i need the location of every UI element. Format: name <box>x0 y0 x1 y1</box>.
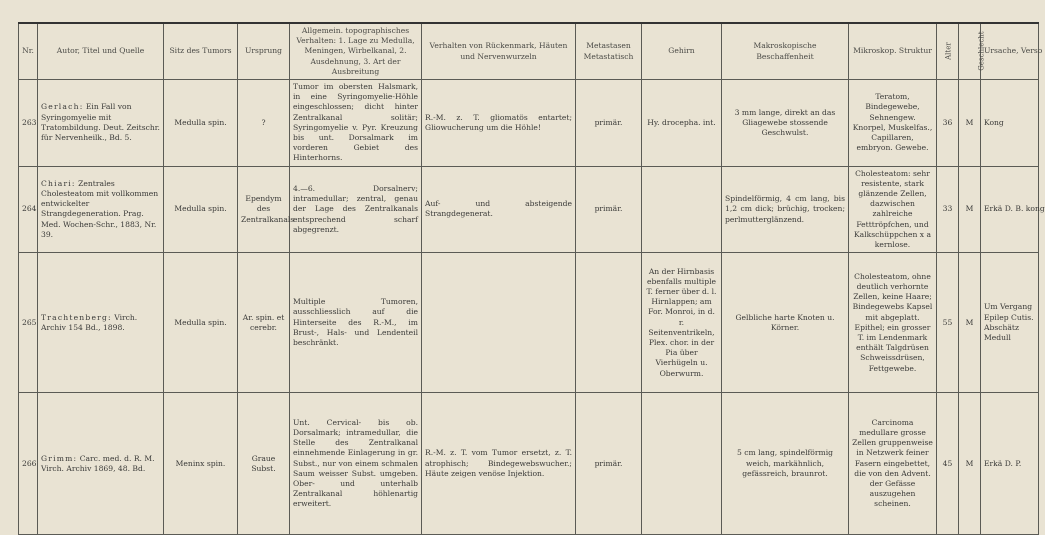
cell-makro: 3 mm lange, direkt an das Gliagewebe stossende Geschwulst. <box>722 80 849 167</box>
table-row <box>19 393 1039 535</box>
cell-ursprung: Graue Subst. <box>238 393 290 535</box>
cell-nr: 264 <box>19 166 38 253</box>
author-name: Chiari: <box>41 178 76 188</box>
cell-alter: 55 <box>937 253 959 393</box>
cell-mikro: Cholesteatom, ohne deutlich verhornte Zellen, keine Haare; Bindegewebs Kapsel mit abgeplatt. Epithel; ein grosser T. im Lendenmark enthält Talgdrüsen Schweissdrüsen, Fettgewebe. <box>849 253 937 393</box>
cell-makro: 5 cm lang, spindelförmig weich, markähnlich, gefässreich, braunrot. <box>722 393 849 535</box>
author-name: Gerlach: <box>41 102 84 112</box>
cell-autor <box>38 253 164 393</box>
cell-ursprung: Ependym des Zentralkanals <box>238 166 290 253</box>
cell-geschlecht: M <box>959 253 981 393</box>
cell-makro: Spindelförmig, 4 cm lang, bis 1,2 cm dick; brüchig, trocken; perlmutterglänzend. <box>722 166 849 253</box>
cell-allgemein: Unt. Cervical- bis ob. Dorsalmark; intramedullar, die Stelle des Zentralkanal einnehmende Einlagerung in gr. Subst., nur von einem schmalen Saum weisser Subst. umgeben. Ober- und unterhalb Zentralkanal höhlenartig erweitert. <box>290 393 422 535</box>
author-title: Zentrales Cholesteatom mit vollkommen entwickelter Strangdegeneration. Prag. Med. Wochen-Schr., 1883, Nr. 39. <box>41 178 159 239</box>
cell-nr: 265 <box>19 253 38 393</box>
cell-verhalten: R.-M. z. T. vom Tumor ersetzt, z. T. atrophisch; Bindegewebswucher.; Häute zeigen venöse Injektion. <box>422 393 576 535</box>
table-row <box>19 80 1039 167</box>
cell-sitz: Medulla spin. <box>164 253 238 393</box>
cell-verhalten: R.-M. z. T. gliomatös entartet; Gliowucherung um die Höhle! <box>422 80 576 167</box>
cell-autor <box>38 80 164 167</box>
cell-mikro: Teratom, Bindegewebe, Sehnengew. Knorpel, Muskelfas., Capillaren, embryon. Gewebe. <box>849 80 937 167</box>
header-autor: Autor, Titel und Quelle <box>38 23 164 80</box>
cell-geschlecht: M <box>959 166 981 253</box>
header-ursprung: Ursprung <box>238 23 290 80</box>
header-allgemein: Allgemein. topographisches Verhalten: 1. Lage zu Medulla, Meningen, Wirbelkanal, 2. Ausdehnung, 3. Art der Ausbreitung <box>290 23 422 80</box>
cell-alter: 33 <box>937 166 959 253</box>
cell-metastasen: primär. <box>576 166 642 253</box>
cell-ursache: Erkä D. P. <box>981 393 1039 535</box>
cell-gehirn <box>642 393 722 535</box>
header-alter <box>937 23 959 80</box>
cell-nr: 266 <box>19 393 38 535</box>
cell-alter: 36 <box>937 80 959 167</box>
table-row <box>19 166 1039 253</box>
cell-ursache: Um Vergang Epilep Cutis. Abschätz Medull <box>981 253 1039 393</box>
header-verhalten: Verhalten von Rückenmark, Häuten und Nervenwurzeln <box>422 23 576 80</box>
cell-alter: 45 <box>937 393 959 535</box>
cell-mikro: Carcinoma medullare grosse Zellen gruppenweise in Netzwerk feiner Fasern eingebettet, die von den Advent. der Gefässe auszugehen scheinen. <box>849 393 937 535</box>
cell-geschlecht: M <box>959 393 981 535</box>
cell-nr: 263 <box>19 80 38 167</box>
author-title: Ein Fall von Syringomyelie mit Tratombildung. Deut. Zeitschr. für Nervenheilk., Bd. 5. <box>41 102 160 143</box>
cell-geschlecht: M <box>959 80 981 167</box>
cell-metastasen: primär. <box>576 393 642 535</box>
author-name: Grimm: <box>41 453 78 463</box>
header-geschlecht <box>959 23 986 80</box>
author-name: Trachtenberg: <box>41 312 112 322</box>
cell-ursprung: Ar. spin. et cerebr. <box>238 253 290 393</box>
cell-ursache: Erkä D. B. kong <box>981 166 1039 253</box>
header-gehirn: Gehirn <box>642 23 722 80</box>
table-row <box>19 253 1039 393</box>
cell-autor <box>38 393 164 535</box>
header-geschlecht-text: Geschlecht <box>977 31 986 72</box>
cell-ursprung: ? <box>238 80 290 167</box>
cell-ursache: Kong <box>981 80 1039 167</box>
cell-gehirn: Hy. drocepha. int. <box>642 80 722 167</box>
cell-verhalten <box>422 253 576 393</box>
cell-autor <box>38 166 164 253</box>
cell-gehirn <box>642 166 722 253</box>
header-row <box>19 23 1039 80</box>
cell-allgemein: Tumor im obersten Halsmark, in eine Syringomyelie-Höhle eingeschlossen; dicht hinter Zentralkanal solitär; Syringomyelie v. Pyr. Kreuzung bis unt. Dorsalmark im vorderen Gebiet des Hinterhorns. <box>290 80 422 167</box>
cell-sitz: Meninx spin. <box>164 393 238 535</box>
cell-allgemein: 4.—6. Dorsalnerv; intramedullar; zentral, genau der Lage des Zentralkanals entsprechend scharf abgegrenzt. <box>290 166 422 253</box>
cell-metastasen <box>576 253 642 393</box>
header-nr: Nr. <box>19 23 38 80</box>
cell-verhalten: Auf- und absteigende Strangdegenerat. <box>422 166 576 253</box>
author-title: Virch. Archiv 154 Bd., 1898. <box>41 312 138 332</box>
cell-allgemein: Multiple Tumoren, ausschliesslich auf die Hinterseite des R.-M., im Brust-, Hals- und Lendenteil beschränkt. <box>290 253 422 393</box>
header-alter-text: Alter <box>944 42 953 61</box>
header-ursache: Ursache, Verso <box>981 23 1039 80</box>
header-metastasen: Metastasen Metastatisch <box>576 23 642 80</box>
header-makro: Makroskopische Beschaffenheit <box>722 23 849 80</box>
cell-sitz: Medulla spin. <box>164 80 238 167</box>
cell-gehirn: An der Hirnbasis ebenfalls multiple T. ferner über d. l. Hirnlappen; am For. Monroi, in d. r. Seitenventrikeln, Plex. chor. in der Pia über Vierhügeln u. Oberwurm. <box>642 253 722 393</box>
cell-mikro: Cholesteatom: sehr resistente, stark glänzende Zellen, dazwischen zahlreiche Fetttröpfchen, und Kalkschüppchen x a kernlose. <box>849 166 937 253</box>
header-mikro: Mikroskop. Struktur <box>849 23 937 80</box>
tumor-table <box>18 22 1045 535</box>
cell-sitz: Medulla spin. <box>164 166 238 253</box>
cell-makro: Gelbliche harte Knoten u. Körner. <box>722 253 849 393</box>
cell-metastasen: primär. <box>576 80 642 167</box>
header-sitz: Sitz des Tumors <box>164 23 238 80</box>
author-title: Carc. med. d. R. M. Virch. Archiv 1869, 48. Bd. <box>41 453 155 473</box>
